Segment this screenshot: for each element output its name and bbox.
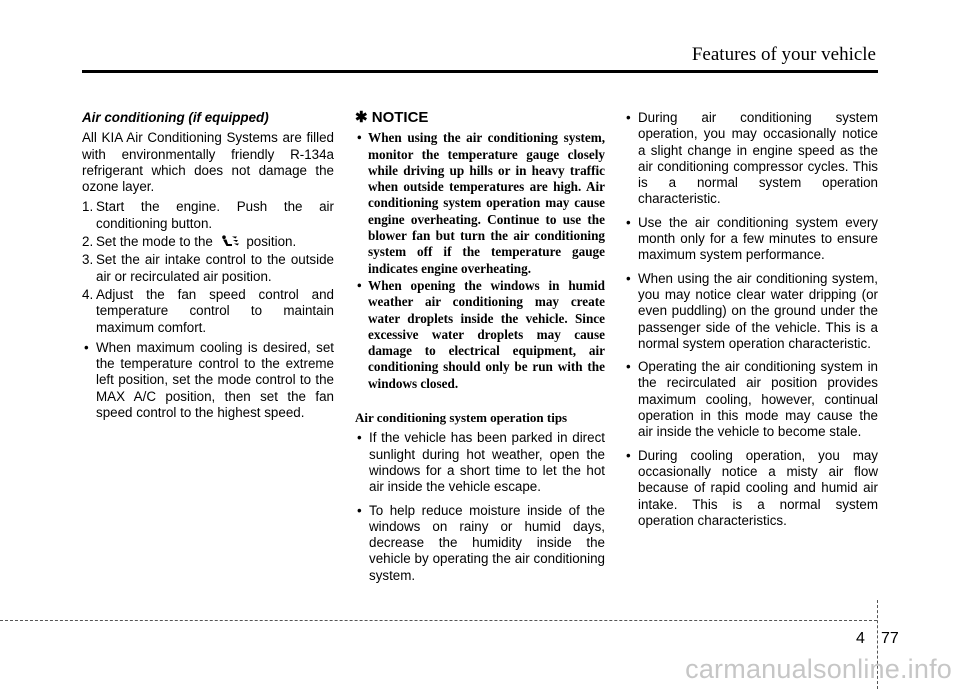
section-title: Air conditioning (if equipped) — [82, 110, 269, 125]
step-item — [82, 234, 334, 250]
bullet-item: • When maximum cooling is desired, set the temperature control to the extreme left position, set the mode control to the MAX A/C position, then set the fan speed control to the highest speed. — [82, 340, 334, 421]
step-number: 2. — [82, 234, 94, 250]
steps-list — [82, 199, 334, 335]
step-number: 1. — [82, 199, 94, 215]
step-text: Adjust the fan speed control and temperature control to maintain maximum comfort. — [96, 286, 334, 335]
header-rule — [82, 70, 878, 73]
bullet-item: • Operating the air conditioning system in the recirculated air position provides maximum cooling, however, continual operation in this mode may cause the air inside the vehicle to become stale. — [624, 359, 878, 440]
notice-item: • When opening the windows in humid weather air conditioning may create water droplets inside the vehicle. Since excessive water droplets may cause damage to electrical equipment, air conditioning should only be run with the windows closed. — [355, 278, 605, 392]
floor-mode-icon — [220, 235, 240, 247]
bullet-item: • Use the air conditioning system every month only for a few minutes to ensure maximum system performance. — [624, 215, 878, 264]
middle-column — [355, 110, 605, 591]
step-number: 3. — [82, 252, 94, 268]
bullet-item: • When using the air conditioning system, you may notice clear water dripping (or even puddling) on the ground under the passenger side of the vehicle. This is a normal system operation characteristic. — [624, 271, 878, 352]
tips-list — [355, 430, 605, 584]
chapter-number: 4 — [856, 630, 865, 647]
tip-item: • To help reduce moisture inside of the windows on rainy or humid days, decrease the humidity inside the vehicle by operating the air conditioning system. — [355, 503, 605, 584]
step-text: Start the engine. Push the air conditioning button. — [96, 199, 334, 231]
intro-paragraph: All KIA Air Conditioning Systems are filled with environmentally friendly R-134a refrigerant which does not damage the ozone layer. — [82, 130, 334, 195]
notice-heading — [355, 110, 605, 126]
step-text: Set the air intake control to the outside air or recirculated air position. — [96, 252, 334, 284]
notice-title: NOTICE — [371, 109, 429, 126]
tips-title: Air conditioning system operation tips — [355, 410, 568, 426]
step-number: 4. — [82, 286, 94, 302]
step-text-pre: Set the mode to the — [96, 234, 213, 250]
notice-symbol-icon: ✱ — [355, 109, 368, 126]
page-number: 77 — [881, 630, 899, 647]
tip-item: • If the vehicle has been parked in direct sunlight during hot weather, open the windows for a short time to let the hot air inside the vehicle escape. — [355, 430, 605, 495]
footer-rule — [0, 620, 877, 621]
left-bullets — [82, 340, 334, 421]
left-column — [82, 110, 334, 428]
bullet-item: • During cooling operation, you may occasionally notice a misty air flow because of rapid cooling and humid air intake. This is a normal system operation characteristics. — [624, 448, 878, 529]
watermark: carmanualsonline.info — [685, 654, 952, 684]
notice-list — [355, 130, 605, 392]
step-item — [82, 199, 334, 232]
step-text-post: position. — [246, 234, 297, 250]
bullet-item: • During air conditioning system operation, you may occasionally notice a slight change in engine speed as the air conditioning compressor cycles. This is a normal system operation characteristic. — [624, 110, 878, 208]
right-bullets — [624, 110, 878, 529]
page-header-title: Features of your vehicle — [691, 44, 876, 65]
right-column — [624, 110, 878, 536]
step-item — [82, 287, 334, 336]
notice-item: • When using the air conditioning system, monitor the temperature gauge closely while driving up hills or in heavy traffic when outside temperatures are high. Air conditioning system operation may cause engine overheating. Continue to use the blower fan but turn the air conditioning system off if the temperature gauge indicates engine overheating. — [355, 130, 605, 277]
step-item — [82, 252, 334, 285]
